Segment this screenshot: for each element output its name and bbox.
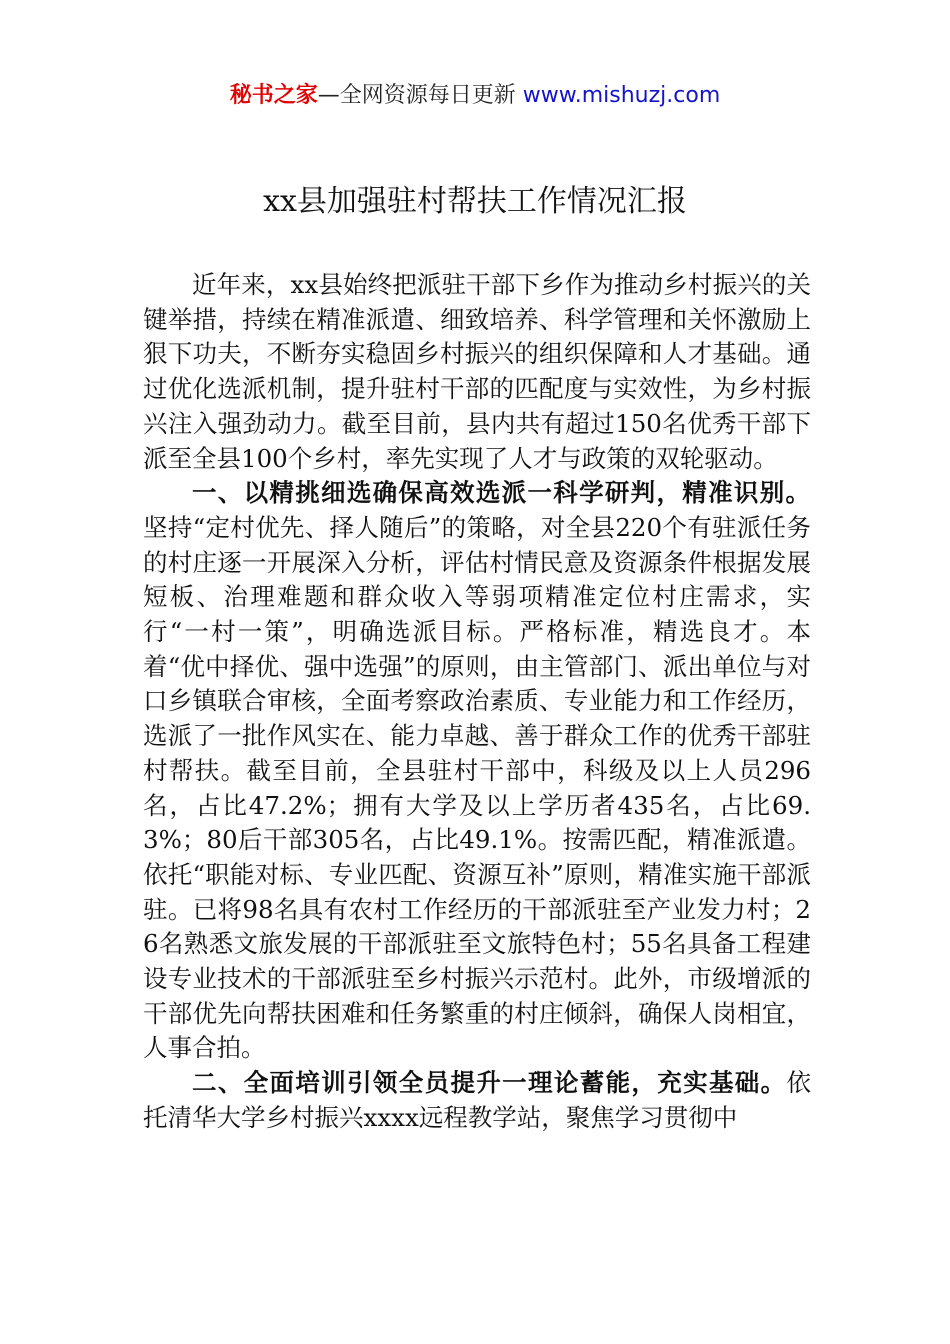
header-site-link[interactable]: www.mishuzj.com <box>522 83 721 108</box>
document-body <box>143 268 811 1136</box>
section-1-text: 坚持“定村优先、择人随后”的策略，对全县220个有驻派任务的村庄逐一开展深入分析，评估村情民意及资源条件根据发展短板、治理难题和群众收入等弱项精准定位村庄需求，实行“一村一策”，明确选派目标。严格标准，精选良才。本着“优中择优、强中选强”的原则，由主管部门、派出单位与对口乡镇联合审核，全面考察政治素质、专业能力和工作经历，选派了一批作风实在、能力卓越、善于群众工作的优秀干部驻村帮扶。截至目前，全县驻村干部中，科级及以上人员296名，占比47.2%；拥有大学及以上学历者435名，占比69.3%；80后干部305名，占比49.1%。按需匹配，精准派遣。依托“职能对标、专业匹配、资源互补”原则，精准实施干部派驻。已将98名具有农村工作经历的干部派驻至产业发力村；26名熟悉文旅发展的干部派驻至文旅特色村；55名具备工程建设专业技术的干部派驻至乡村振兴示范村。此外，市级增派的干部优先向帮扶困难和任务繁重的村庄倾斜，确保人岗相宜，人事合拍。 <box>143 512 811 1063</box>
paragraph-section-1 <box>143 476 811 1066</box>
section-2-text: 依托清华大学乡村振兴xxxx远程教学站，聚焦学习贯彻中 <box>143 1068 811 1132</box>
section-1-heading: 一、以精挑细选确保高效选派一科学研判，精准识别。 <box>192 478 811 508</box>
paragraph-section-2 <box>143 1066 811 1135</box>
paragraph-intro-text: 近年来，xx县始终把派驻干部下乡作为推动乡村振兴的关键举措，持续在精准派遣、细致培养、科学管理和关怀激励上狠下功夫，不断夯实稳固乡村振兴的组织保障和人才基础。通过优化选派机制，提升驻村干部的匹配度与实效性，为乡村振兴注入强劲动力。截至目前，县内共有超过150名优秀干部下派至全县100个乡村，率先实现了人才与政策的双轮驱动。 <box>143 270 811 473</box>
paragraph-intro <box>143 268 811 476</box>
header-slogan: —全网资源每日更新 <box>317 83 523 108</box>
header-brand: 秘书之家 <box>229 83 318 108</box>
section-2-heading: 二、全面培训引领全员提升一理论蓄能，充实基础。 <box>192 1068 787 1098</box>
document-title: xx县加强驻村帮扶工作情况汇报 <box>263 184 687 219</box>
page-header <box>0 80 950 112</box>
